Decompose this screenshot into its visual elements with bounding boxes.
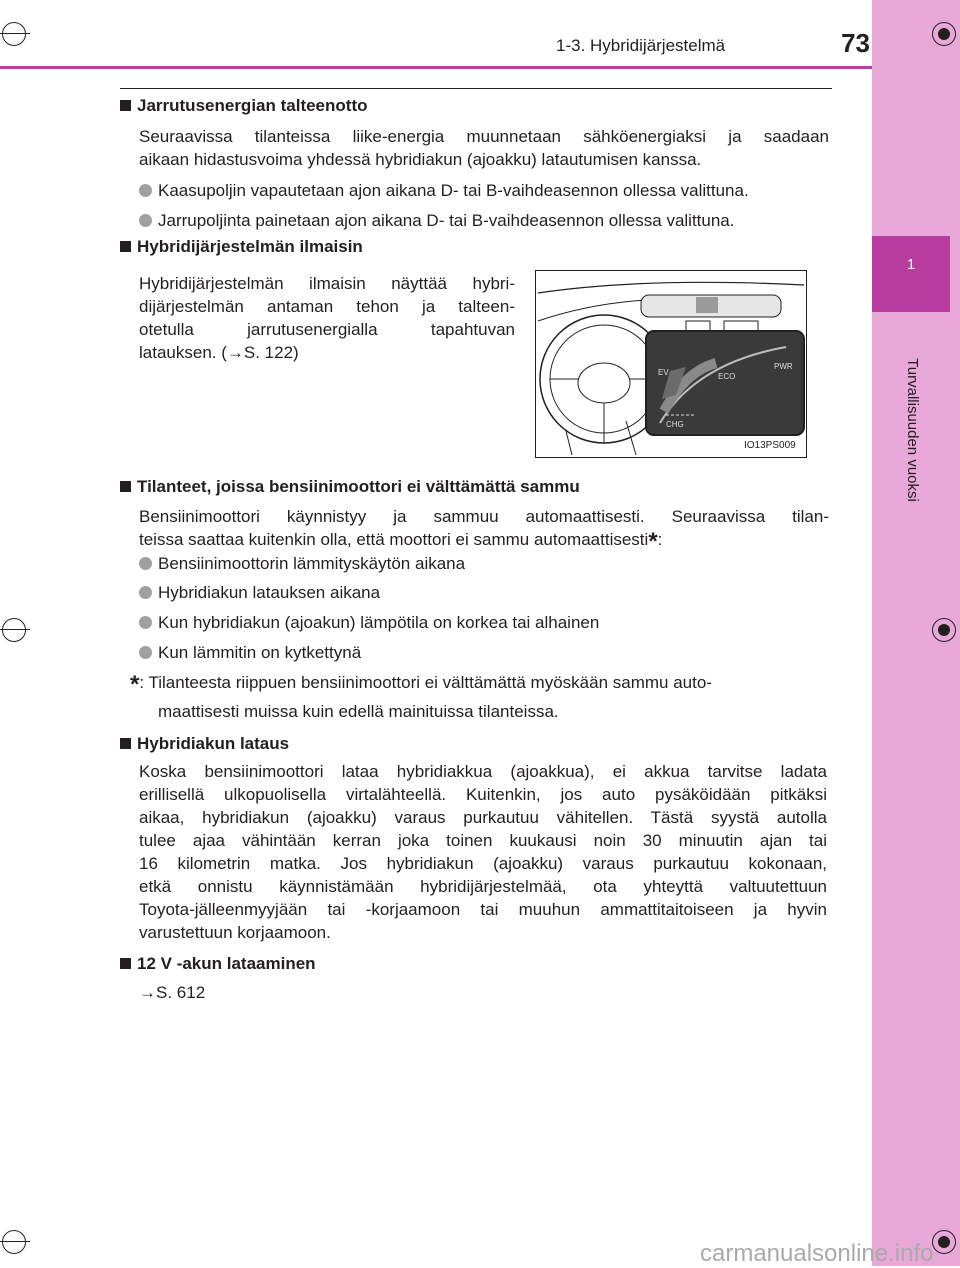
paragraph-line: 16 kilometrin matka. Jos hybridiakun (ajoakku) varaus purkautuu kokonaan, bbox=[139, 854, 827, 873]
header-rule bbox=[0, 66, 872, 69]
footer-watermark: carmanualsonline.info bbox=[700, 1240, 934, 1267]
content-top-rule bbox=[120, 88, 832, 89]
paragraph-line: Koska bensiinimoottori lataa hybridiakkua (ajoakkua), ei akkua tarvitse ladata bbox=[139, 762, 827, 781]
heading-hybrid-battery-charging: Hybridiakun lataus bbox=[120, 734, 289, 754]
gauge-label-pwr: PWR bbox=[774, 362, 793, 371]
crop-line bbox=[0, 629, 30, 630]
paragraph-line: latauksen. (→S. 122) bbox=[139, 343, 299, 362]
list-item: Bensiinimoottorin lämmityskäytön aikana bbox=[139, 554, 465, 574]
square-bullet-icon bbox=[120, 241, 131, 252]
paragraph-line: teissa saattaa kuitenkin olla, että moottori ei sammu automaattisesti*: bbox=[139, 528, 663, 555]
paragraph-line: otetulla jarrutusenergialla tapahtuvan bbox=[139, 320, 515, 339]
chapter-label: Turvallisuuden vuoksi bbox=[904, 358, 921, 502]
round-bullet-icon bbox=[139, 646, 152, 659]
paragraph-line: aikaan hidastusvoima yhdessä hybridiakun (ajoakku) latautumisen kanssa. bbox=[139, 150, 702, 169]
round-bullet-icon bbox=[139, 214, 152, 227]
dashboard-drawing bbox=[536, 271, 806, 457]
heading-hybrid-indicator: Hybridijärjestelmän ilmaisin bbox=[120, 237, 363, 257]
crop-mark-icon bbox=[932, 618, 956, 642]
crop-mark-icon bbox=[932, 1230, 956, 1254]
paragraph-line: Bensiinimoottori käynnistyy ja sammuu automaattisesti. Seuraavissa tilan- bbox=[139, 507, 829, 526]
round-bullet-icon bbox=[139, 557, 152, 570]
square-bullet-icon bbox=[120, 958, 131, 969]
page-reference-link[interactable]: →S. 612 bbox=[139, 983, 206, 1002]
paragraph-line: Hybridijärjestelmän ilmaisin näyttää hybri- bbox=[139, 274, 515, 293]
round-bullet-icon bbox=[139, 586, 152, 599]
gauge-label-chg: CHG bbox=[666, 420, 684, 429]
heading-12v-battery-charging: 12 V -akun lataaminen bbox=[120, 954, 316, 974]
dashboard-illustration bbox=[535, 270, 807, 458]
heading-engine-may-not-stop: Tilanteet, joissa bensiinimoottori ei välttämättä sammu bbox=[120, 477, 580, 497]
footnote-star: * bbox=[648, 528, 658, 555]
chapter-number-box bbox=[872, 236, 950, 312]
footnote-line: *: Tilanteesta riippuen bensiinimoottori ei välttämättä myöskään sammu auto- bbox=[130, 671, 712, 698]
gauge-label-eco: ECO bbox=[718, 372, 736, 381]
list-item: Hybridiakun latauksen aikana bbox=[139, 583, 380, 603]
round-bullet-icon bbox=[139, 184, 152, 197]
crop-line bbox=[0, 1241, 30, 1242]
figure-code: IO13PS009 bbox=[744, 440, 796, 451]
gauge-label-ev: EV bbox=[658, 368, 669, 377]
square-bullet-icon bbox=[120, 481, 131, 492]
chapter-number: 1 bbox=[906, 256, 916, 273]
crop-line bbox=[0, 33, 30, 34]
crop-mark-icon bbox=[2, 22, 26, 46]
round-bullet-icon bbox=[139, 616, 152, 629]
crop-mark-icon bbox=[932, 22, 956, 46]
paragraph-line: tulee ajaa vähintään kerran joka toinen kuukausi noin 30 minuutin ajan tai bbox=[139, 831, 827, 850]
list-item: Kun lämmitin on kytkettynä bbox=[139, 643, 361, 663]
list-item: Kaasupoljin vapautetaan ajon aikana D- tai B-vaihdeasennon ollessa valittuna. bbox=[139, 181, 749, 201]
paragraph-line: Seuraavissa tilanteissa liike-energia muunnetaan sähköenergiaksi ja saadaan bbox=[139, 127, 829, 146]
paragraph-line: varustettuun korjaamoon. bbox=[139, 923, 331, 942]
crop-mark-icon bbox=[2, 1230, 26, 1254]
list-item: Kun hybridiakun (ajoakun) lämpötila on korkea tai alhainen bbox=[139, 613, 599, 633]
page-number: 73 bbox=[841, 28, 870, 58]
paragraph-line: erillisellä ulkopuolisella virtalähteellä. Kuitenkin, jos auto pysäköidään pitkäksi bbox=[139, 785, 827, 804]
footnote-line: maattisesti muissa kuin edellä mainituissa tilanteissa. bbox=[158, 702, 559, 721]
paragraph-line: dijärjestelmän antaman tehon ja talteen- bbox=[139, 297, 515, 316]
list-item: Jarrupoljinta painetaan ajon aikana D- tai B-vaihdeasennon ollessa valittuna. bbox=[139, 211, 734, 231]
paragraph-line: etkä onnistu käynnistämään hybridijärjestelmää, ota yhteyttä valtuutettuun bbox=[139, 877, 827, 896]
paragraph-line: aikaa, hybridiakun (ajoakku) varaus purkautuu vähitellen. Tästä syystä autolla bbox=[139, 808, 827, 827]
paragraph-line: Toyota-jälleenmyyjään tai -korjaamoon tai muuhun ammattitaitoiseen ja hyvin bbox=[139, 900, 827, 919]
crop-mark-icon bbox=[2, 618, 26, 642]
section-title: 1-3. Hybridijärjestelmä bbox=[556, 36, 726, 55]
square-bullet-icon bbox=[120, 100, 131, 111]
square-bullet-icon bbox=[120, 738, 131, 749]
heading-regenerative-braking: Jarrutusenergian talteenotto bbox=[120, 96, 368, 116]
